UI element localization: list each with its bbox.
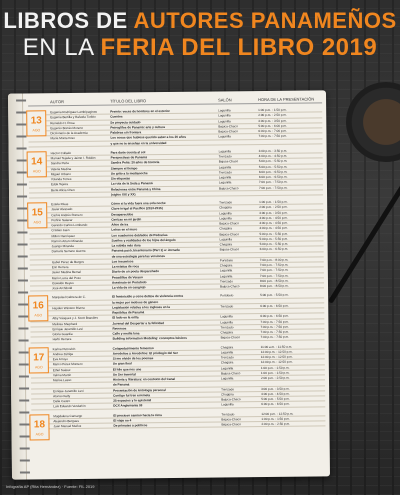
cell-titulo: Asesinato en Portobelo [111, 279, 147, 285]
cell-hora [260, 298, 320, 303]
cell-hora [260, 308, 320, 313]
cell-titulo: Los cuadernos doblados de Pedrarias [111, 232, 168, 238]
cell-salon [219, 191, 259, 196]
cell-autor: Juango Miranda [51, 243, 74, 249]
cell-salon: Chagüira [220, 344, 234, 349]
cell-salon: Lagunilla [219, 237, 232, 242]
cell-titulo: Petroglifos de Panamá: arte y cultura [110, 124, 166, 130]
cell-hora: 1:00 p.m. - 1:50 p.m. [260, 365, 290, 370]
cell-hora: 3:00 p.m. - 3:50 p.m. [258, 148, 288, 153]
cell-salon: Trenzado [219, 200, 233, 205]
headline-part-orange: AUTORES PANAMEÑOS [133, 8, 397, 33]
cell-titulo: Los cosas que hubiese querido saber a los 20 años [110, 135, 187, 140]
cell-titulo: Sin etiquetas [110, 176, 131, 181]
cell-hora: 4:00 p.m. - 4:50 p.m. [259, 220, 288, 226]
table-header [28, 94, 322, 106]
cell-salon: Trenzado [220, 325, 234, 330]
cell-autor: Enrique Jaramillo Levi [53, 388, 84, 393]
cell-autor: Reinaldo H. Rosa [50, 120, 75, 125]
cell-hora: 4:00 p.m. - 4:50 p.m. [261, 391, 290, 396]
cell-titulo: Cotapedatrimento femenino [112, 345, 154, 351]
cell-titulo: Relaciones entre Panamá y China [110, 186, 161, 192]
cell-autor: Eugenio Borrás Moreno [50, 125, 84, 130]
cell-titulo: Clave irrigal al Pacífico (2013-2015) [111, 206, 163, 211]
cell-autor: Marco Pérez Montero [52, 362, 83, 367]
schedule-table [28, 94, 326, 475]
cell-titulo: Si me olvido de los poemas [112, 356, 154, 361]
cell-titulo: Un Ser Inmortal [112, 372, 136, 377]
cell-autor: Hayden Winston Rivera [52, 305, 85, 310]
cell-salon: Lagunilla [218, 164, 232, 169]
cell-titulo: de Panamá [113, 382, 130, 387]
date-badge [27, 202, 47, 228]
cell-autor: Alonso Kelly [53, 393, 71, 398]
cell-salon: Portobelo [220, 293, 234, 298]
cell-autor: Eric Herrera [51, 265, 69, 270]
cell-autor: Yolanda Torres [50, 177, 72, 182]
cell-titulo: Premio: voces de hombres en el exterior [110, 108, 170, 114]
cell-salon: Bajuca-Chacó [219, 284, 240, 289]
cell-autor: Isabel Pérez de Burgos [51, 259, 84, 264]
cell-autor: Porfirio Salazar [51, 217, 73, 222]
cell-titulo: La ruta de la Seda y Panamá [110, 181, 153, 186]
header-hora: HORA DE LA PRESENTACIÓN [258, 95, 315, 102]
cell-hora: 7:00 p.m. - 7:50 p.m. [260, 334, 290, 340]
cell-autor: Estela Rivas [51, 202, 69, 207]
cell-hora: 2:00 p.m. - 2:50 p.m. [261, 421, 291, 427]
date-day-number: 14 [31, 156, 43, 168]
cell-titulo: Building Information Modeling: conceptos básicos [112, 336, 188, 341]
cell-salon: Bajuca-Chacó [218, 124, 238, 129]
cell-titulo: y que no te enseñan en la universidad [110, 140, 167, 146]
cell-salon: Bajuca-Chacó [218, 129, 238, 134]
cell-titulo: El viaje no 4 [113, 418, 132, 423]
cell-titulo: Letras en el muro [111, 227, 138, 232]
cell-titulo: Pecadillos de Verano [111, 274, 143, 280]
cell-titulo: Reversos [112, 326, 127, 331]
cell-titulo: De primates a políticos [113, 423, 148, 428]
cell-hora: 5:00 p.m. - 5:50 p.m. [259, 231, 289, 236]
cell-titulo: Calle y media luna [112, 331, 140, 336]
cell-salon: Trenzado [219, 279, 233, 284]
cell-salon: Trenzado [220, 355, 234, 360]
cell-hora: 7:00 p.m. - 7:50 p.m. [260, 324, 290, 329]
cell-hora: 12:00 p.m. - 12:50 p.m. [261, 411, 294, 416]
date-day-number: 16 [32, 300, 44, 312]
date-month: AGO [34, 364, 43, 369]
cell-titulo: Cómo si la vida fuera una sola noche [111, 201, 166, 206]
cell-titulo: La vida de un cangrejo [112, 285, 146, 290]
cell-salon: Lagunilla [218, 149, 232, 154]
cell-titulo: Historia y literatura: en contexto del Canal [112, 376, 176, 382]
cell-autor: Gloria Guardia [52, 332, 73, 337]
cell-hora: 5:00 p.m. - 5:50 p.m. [259, 241, 289, 247]
cell-autor: Diccionario de la Academia [50, 130, 88, 136]
cell-hora: 4:00 p.m. - 4:50 p.m. [259, 226, 288, 231]
cell-autor: Mario Lucía del Pozo [51, 275, 82, 280]
header-titulo: TÍTULO DEL LIBRO [110, 97, 147, 104]
cell-salon: Chagüira [220, 330, 234, 335]
cell-hora: 12:00 p.m. - 12:50 p.m. [260, 349, 293, 354]
date-month: AGO [34, 313, 43, 318]
cell-titulo: Años de ira [111, 222, 129, 227]
cell-hora: 7:00 p.m. - 7:50 p.m. [260, 319, 289, 324]
cell-autor: Javier Alvarado [51, 207, 73, 212]
cell-salon [220, 299, 260, 304]
date-month: AGO [32, 128, 41, 133]
cell-hora: 6:00 p.m. - 6:50 p.m. [260, 303, 289, 308]
cell-salon: Chagüira [221, 392, 234, 397]
cell-autor: Karina Petrovich [52, 346, 76, 351]
cell-autor: Juan Manuel Muñoz [53, 423, 82, 429]
cell-salon: Lagunilla [218, 175, 232, 180]
cell-hora [259, 190, 319, 195]
cell-hora: 12:00 p.m. - 12:50 p.m. [260, 354, 293, 360]
cell-hora: 5:00 p.m. - 5:50 p.m. [261, 396, 290, 402]
cell-autor: Damaris Serrano Guerra [51, 249, 86, 254]
cell-autor: Eugenia Rodríguez Lamb/paginas [50, 109, 97, 115]
cell-titulo: 25 espacios y lo epístemil [113, 398, 152, 403]
cell-autor: Berta Alicia Chen [50, 187, 75, 192]
cell-autor [30, 254, 108, 259]
cell-salon: Bajuca-Chacó [219, 247, 240, 252]
date-badge [28, 296, 48, 322]
cell-titulo: Diario de un poeta desparchado [111, 269, 159, 274]
cell-salon: Bajuca-Chacó [221, 397, 241, 402]
headline-line-1 [0, 8, 400, 34]
day-block [29, 199, 324, 291]
cell-hora: 1:00 p.m. - 1:50 p.m. [259, 199, 288, 205]
cell-salon: Lagunilla [220, 314, 233, 319]
cell-hora [260, 252, 320, 257]
cell-hora: 4:00 p.m. - 4:50 p.m. [259, 215, 288, 220]
cell-autor: José Archibold [52, 286, 73, 291]
header-autor: AUTOR [50, 98, 65, 104]
cell-hora [258, 139, 318, 144]
cell-salon: Lagunilla [218, 113, 231, 118]
cell-autor: Héctor Collado [50, 150, 72, 155]
cell-autor: Alby Vásquez y J. Scott Brandies [52, 315, 98, 321]
cell-titulo: Los insumisos [111, 259, 134, 264]
cell-titulo: Para darte cuenta al sol [110, 149, 146, 155]
cell-hora: 3:00 p.m. - 3:50 p.m. [261, 386, 290, 391]
cell-hora: 6:00 p.m. - 6:50 p.m. [258, 169, 288, 174]
cell-salon [221, 381, 261, 386]
cell-salon: Bajuca-Chacó [219, 221, 239, 226]
cell-salon: Lagunilla [221, 402, 234, 407]
cell-titulo: Un gran final [112, 361, 132, 366]
cell-autor: Eugenia Bertilla y Rafaela Toribio [50, 115, 96, 120]
cell-salon: Lagunilla [220, 319, 233, 324]
cell-autor: Luis Eduardo Verdurión [53, 404, 86, 409]
date-day-number: 18 [33, 418, 46, 430]
cell-salon: Lagunilla [219, 273, 233, 278]
headline-part-white: LIBROS DE [3, 8, 134, 33]
cell-salon: Lagunilla [219, 210, 232, 215]
cell-hora: 8:00 p.m. - 8:50 p.m. [259, 283, 289, 289]
date-badge [29, 414, 49, 440]
cell-titulo: Palabras sin frontera [110, 130, 142, 135]
cell-autor: Magdalena Camargo [53, 413, 83, 418]
cell-salon: Lagunilla [218, 134, 231, 139]
cell-hora: 6:00 p.m. - 6:50 p.m. [259, 247, 289, 252]
cell-salon: Lagunilla [218, 108, 231, 113]
cell-autor: Ethel Suárez [52, 367, 71, 372]
date-month: AGO [35, 431, 44, 436]
date-day-number: 15 [31, 207, 43, 219]
cell-hora: 7:00 p.m. - 7:50 p.m. [259, 273, 289, 278]
cell-salon: Lagunilla [220, 376, 234, 381]
cell-titulo: Panamá pasó, bicentenario (Part 1) a: Jornada [111, 248, 180, 253]
cell-hora: 12:00 p.m. - 12:50 p.m. [260, 359, 293, 365]
cell-autor: Oswaldo Reyes [51, 280, 74, 285]
cell-autor: Miguel Urbano [50, 171, 71, 176]
cell-salon: Bajuca-Chacó [218, 159, 239, 164]
cell-salon: Bajuca-Chacó [220, 371, 241, 376]
cell-salon: Chagüira [219, 263, 233, 268]
cell-hora: 5:00 p.m. - 6:00 p.m. [258, 123, 287, 128]
cell-hora: 6:00 p.m. - 6:50 p.m. [261, 401, 290, 407]
cell-hora: 7:00 p.m. - 7:50 p.m. [258, 180, 288, 185]
cell-salon: Trenzado [221, 386, 235, 391]
cell-hora: 5:00 p.m. - 5:50 p.m. [259, 236, 289, 241]
cell-autor: Valeria Medina [50, 166, 72, 171]
cell-autor: Cristian Jaén [51, 228, 70, 233]
cell-autor: Manuel Tejada y Jaime I. Roldán [50, 155, 96, 161]
cell-hora: 11:00 a.m. - 11:50 a.m. [260, 344, 293, 349]
cell-salon: Bajuca-Chacó [220, 335, 241, 340]
cell-autor: Eva Arroyo [52, 357, 68, 362]
cell-hora: 7:00 p.m. - 7:50 p.m. [259, 267, 289, 273]
cell-titulo: La estatua de roca [111, 264, 139, 269]
cell-salon: Trenzado [218, 154, 232, 159]
cell-autor: Gerardo Carlos Lombardo [51, 222, 88, 228]
cell-hora: 3:00 p.m. - 3:50 p.m. [258, 118, 287, 123]
cell-titulo: Siempre el tiempo [110, 165, 138, 171]
cell-autor: Ramón Arturo Miranda [51, 238, 83, 243]
cell-autor: Melissa Shepherd [52, 321, 78, 326]
cell-salon: Trenzado [221, 411, 235, 416]
cell-titulo: Sueños y realidades de los hijos del ángulo [111, 237, 176, 243]
table-body [28, 107, 325, 436]
cell-salon [220, 309, 260, 314]
cell-autor: Javier Medina Bernal [51, 270, 81, 275]
cell-titulo: Desaparecidos [111, 211, 134, 217]
cell-salon: Portobelo [219, 258, 234, 263]
cell-autor: María Monterroso [50, 136, 75, 141]
date-badge [26, 110, 46, 136]
cell-autor: Andrea Zúñiga [52, 351, 74, 356]
cell-salon: Chagüira [219, 242, 233, 247]
cell-hora: 3:00 p.m. - 3:50 p.m. [259, 210, 288, 215]
cell-hora: 5:00 p.m. - 5:50 p.m. [260, 292, 289, 298]
cell-salon: Lagunilla [220, 365, 234, 370]
cell-autor: Velma Martín [52, 372, 72, 377]
cell-titulo: Se proyecta cuidado [110, 119, 141, 125]
agenda-book [8, 90, 330, 479]
cell-titulo: Perspectivas de Panamá [110, 155, 147, 160]
headline-line-2 [0, 34, 400, 62]
day-block [31, 344, 326, 410]
cell-hora [261, 381, 321, 386]
cell-salon: Bajuca-Chacó [218, 185, 239, 190]
cell-hora: 6:00 p.m. - 6:50 p.m. [260, 313, 289, 319]
header-salon: SALÓN [218, 96, 232, 102]
cell-autor: Alejandro Bergues [53, 418, 79, 423]
cell-titulo: (siglos XIX y XX) [111, 192, 136, 197]
cell-autor [31, 383, 109, 388]
cell-titulo: de una estrategia para las versiones [111, 253, 166, 259]
cell-salon: Lagunilla [219, 268, 233, 273]
cell-hora: 7:00 p.m. - 7:50 p.m. [260, 329, 290, 335]
headline-part-white: EN LA [22, 34, 101, 61]
cell-autor: Herbi Herrera [52, 337, 72, 342]
cell-hora: 7:00 p.m. - 8:00 p.m. [259, 257, 289, 262]
cell-hora: 7:00 p.m. - 7:50 p.m. [258, 134, 288, 139]
cell-hora: 2:00 p.m. - 2:50 p.m. [259, 205, 288, 210]
cell-titulo: El feminicidio y otros delitos de violencia contra [112, 294, 184, 299]
cell-titulo: El lado en la orilla [112, 315, 139, 320]
cell-autor: Milton Henríquez [51, 233, 75, 238]
cell-titulo: DCX Anglemanía 03 [113, 403, 143, 408]
cell-titulo: Un grito a la medianoche [110, 170, 148, 176]
cell-hora: 2:00 p.m. - 2:50 p.m. [260, 375, 290, 381]
cell-autor: Carlos Andrés Romero [51, 212, 83, 217]
cell-hora: 8:00 p.m. - 8:50 p.m. [259, 278, 289, 283]
headline-part-orange: FERIA DEL LIBRO 2019 [100, 34, 378, 61]
date-month: AGO [32, 169, 41, 174]
cell-hora: 5:00 p.m. - 5:50 p.m. [258, 159, 288, 164]
cell-titulo: Arrodeños y Arrodeños: El privilegio del Ser [112, 350, 178, 356]
cell-autor: Enrique Jaramillo Levi [52, 326, 83, 331]
cell-salon: Chagüira [220, 360, 234, 365]
cell-salon: Chagüira [219, 205, 232, 210]
cell-hora: 7:00 p.m. - 7:50 p.m. [259, 262, 289, 268]
cell-titulo: Presentación de Antología personal [113, 387, 166, 393]
cell-salon: Lagunilla [220, 350, 234, 355]
date-badge [27, 151, 47, 177]
date-badge [29, 347, 49, 373]
cell-hora: 2:00 p.m. - 2:50 p.m. [258, 113, 287, 118]
cell-autor: Marisa Lasso [52, 378, 72, 383]
cell-salon [220, 253, 260, 258]
cell-titulo: República de Panamá [112, 310, 145, 315]
cell-hora: 6:00 p.m. - 7:00 p.m. [258, 128, 287, 134]
cell-titulo: El precioso camino hacia la cima [113, 412, 162, 418]
day-block [28, 107, 322, 147]
cell-autor: Edda Tejeira [50, 182, 69, 187]
cell-salon: Lagunilla [218, 180, 232, 185]
cell-titulo: la mujer por motivos de género [112, 299, 159, 305]
cell-salon: Trenzado [220, 304, 234, 309]
cell-hora: 4:00 p.m. - 4:50 p.m. [258, 153, 288, 159]
cell-salon: Bajuca-Chacó [219, 231, 239, 236]
cell-autor [28, 141, 106, 146]
cell-titulo: El hilo que nos une [112, 366, 142, 372]
date-day-number: 17 [33, 351, 45, 363]
date-month: AGO [33, 220, 42, 225]
cell-hora: 7:00 p.m. - 7:50 p.m. [258, 185, 288, 190]
cell-hora: 6:00 p.m. - 6:50 p.m. [258, 174, 288, 180]
cell-salon: Trenzado [218, 170, 232, 175]
cell-hora: 1:00 p.m. - 1:50 p.m. [258, 107, 287, 113]
cell-autor: Sandra Peña [50, 161, 69, 166]
cell-titulo: Legislación relativa a los ingleses en la [112, 304, 171, 310]
cell-hora: 1:00 p.m. - 1:50 p.m. [260, 370, 290, 375]
cell-salon [218, 140, 258, 145]
cell-titulo: Sandra Peña: 20 años de historia [110, 160, 160, 165]
day-block [29, 148, 323, 198]
cell-titulo: Cuentos [110, 114, 123, 119]
cell-titulo: Juvenal del Despertar a la felicidad [112, 320, 165, 326]
cell-salon: Lagunilla [219, 216, 232, 221]
credit-line: Infografía AP (Rita Hernández) · Fuente: FIL 2019 [6, 484, 95, 489]
cell-autor [29, 192, 107, 197]
cell-autor: Marquisel Cabrera de C. [52, 295, 86, 300]
day-block [30, 293, 324, 343]
cell-hora: 1:00 p.m. - 1:50 p.m. [261, 416, 290, 421]
date-day-number: 13 [30, 115, 42, 127]
cell-salon: Bajuca-Chacó [221, 422, 241, 427]
cell-salon: Chagüira [219, 226, 232, 231]
cell-titulo: La subida más dura [111, 243, 141, 248]
cell-titulo: Cenizas en mi jardín [111, 217, 142, 222]
cell-titulo: Contigo fui tren erremeta [113, 392, 151, 398]
day-block [31, 411, 325, 436]
cell-salon: Bajuca-Chacó [221, 417, 241, 422]
cell-salon: Lagunilla [218, 118, 231, 123]
cell-hora: 5:00 p.m. - 5:50 p.m. [258, 164, 288, 169]
cell-autor: Dalia Castro [53, 399, 71, 404]
